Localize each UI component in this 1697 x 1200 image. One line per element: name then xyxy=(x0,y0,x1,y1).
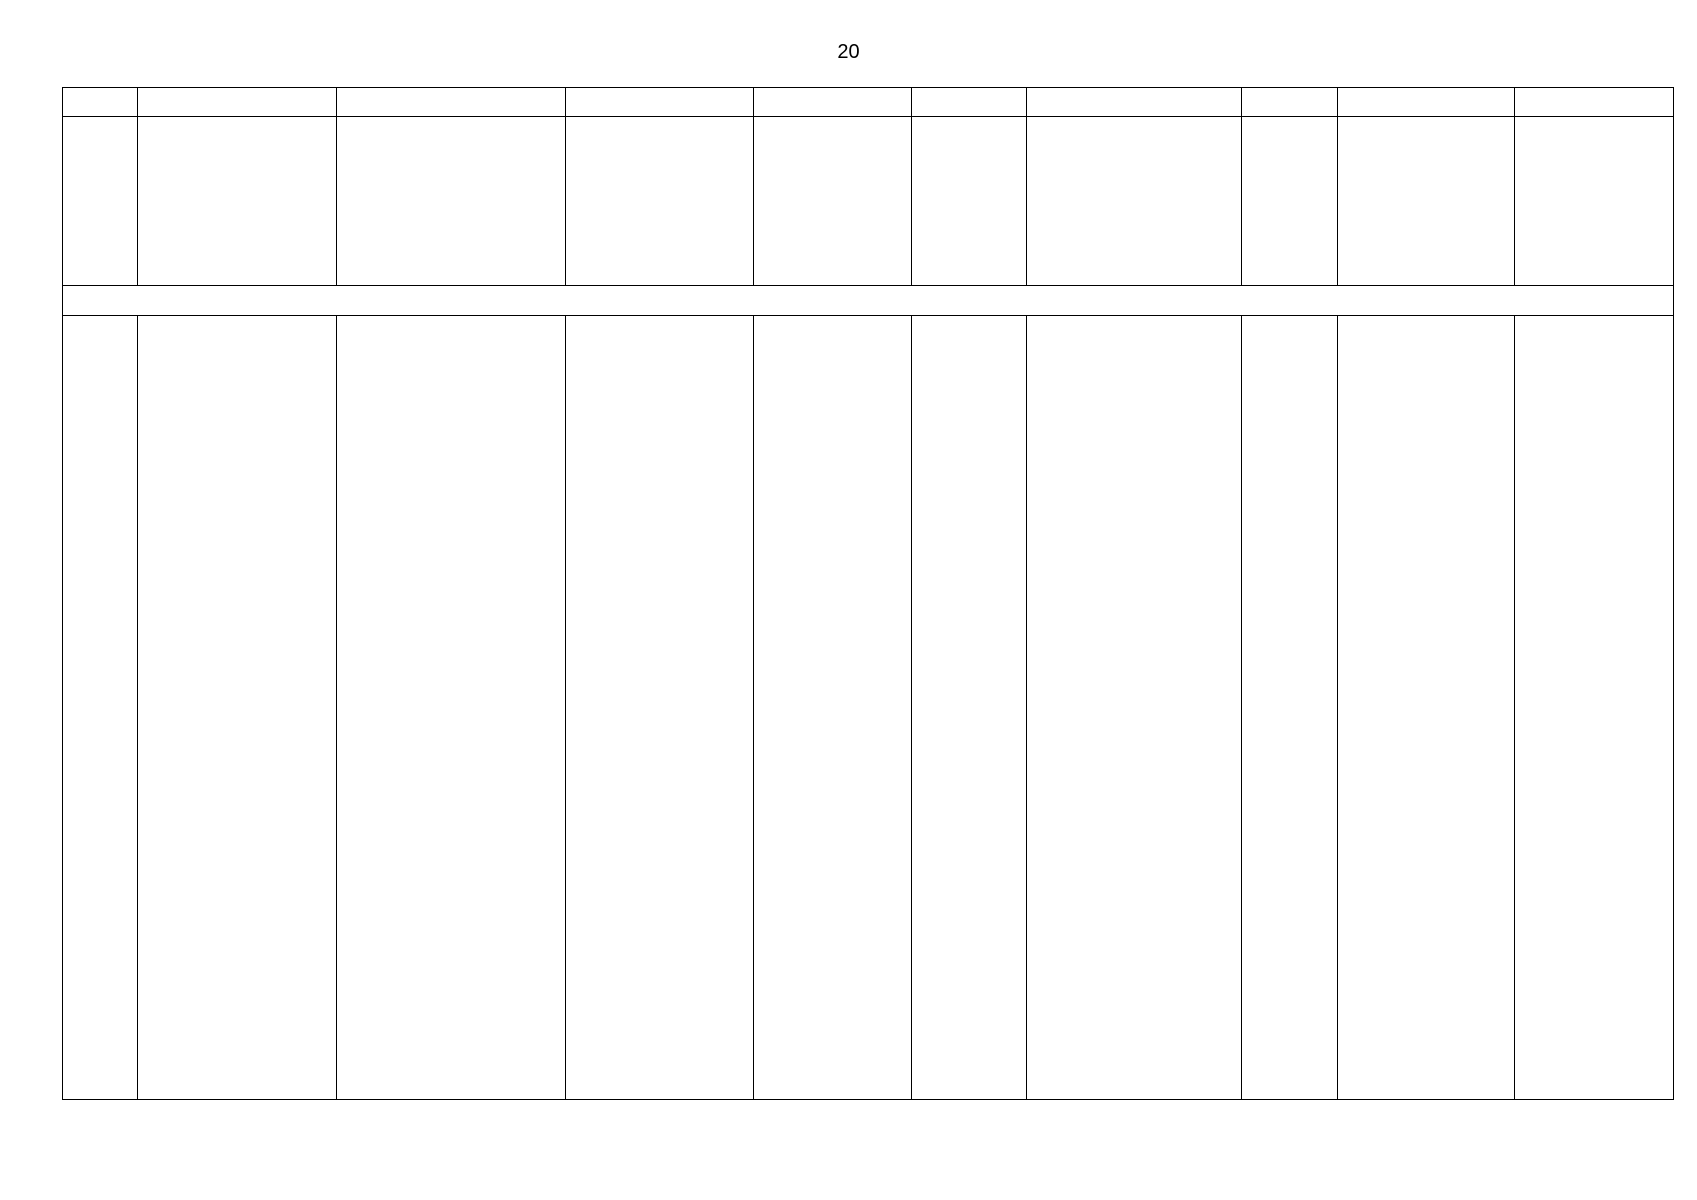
cell-year xyxy=(1242,88,1338,117)
cell-year xyxy=(1242,117,1338,286)
cell-investor xyxy=(138,117,337,286)
section-row xyxy=(63,286,1674,316)
cell-project xyxy=(337,88,566,117)
cell-document xyxy=(1338,117,1515,286)
cell-status xyxy=(1027,88,1242,117)
cell-number xyxy=(63,117,138,286)
cell-amount xyxy=(754,316,912,1100)
cell-status xyxy=(1027,117,1242,286)
cell-amount xyxy=(754,117,912,286)
cell-year xyxy=(1242,316,1338,1100)
cell-number xyxy=(63,88,138,117)
cell-responsible xyxy=(1515,88,1674,117)
cell-project xyxy=(337,117,566,286)
cell-project xyxy=(337,316,566,1100)
cell-responsible xyxy=(1515,316,1674,1100)
cell-location xyxy=(566,88,754,117)
cell-funding-source xyxy=(912,316,1027,1100)
cell-investor xyxy=(138,88,337,117)
cell-funding-source xyxy=(912,88,1027,117)
cell-number xyxy=(63,316,138,1100)
section-heading xyxy=(63,286,1674,316)
table-row xyxy=(63,88,1674,117)
page-number: 20 xyxy=(837,41,860,63)
table-row xyxy=(63,316,1674,1100)
table-row xyxy=(63,117,1674,286)
cell-funding-source xyxy=(912,117,1027,286)
cell-location xyxy=(566,117,754,286)
cell-document xyxy=(1338,88,1515,117)
cell-responsible xyxy=(1515,117,1674,286)
projects-table xyxy=(62,87,1674,1100)
cell-investor xyxy=(138,316,337,1100)
cell-document xyxy=(1338,316,1515,1100)
cell-location xyxy=(566,316,754,1100)
cell-amount xyxy=(754,88,912,117)
cell-status xyxy=(1027,316,1242,1100)
